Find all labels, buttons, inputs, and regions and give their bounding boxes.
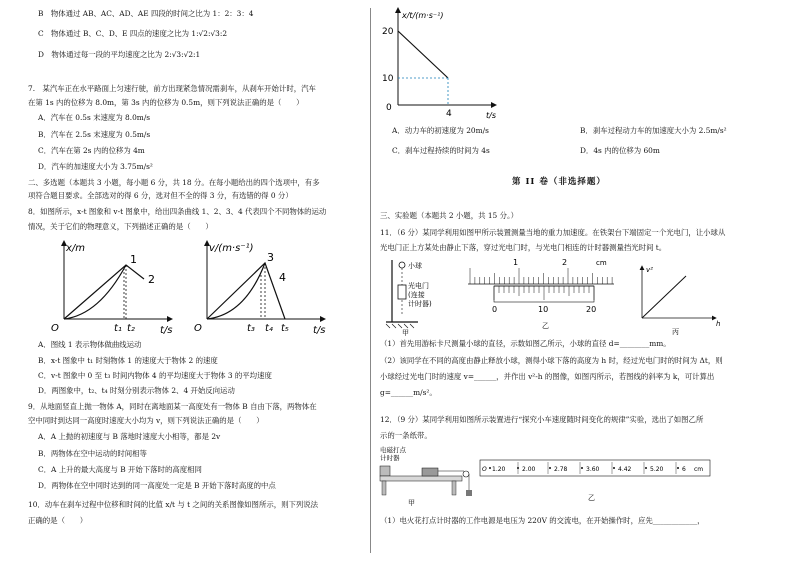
gate-label-3: 计时器) — [408, 300, 432, 308]
ball-label: 小球 — [408, 262, 422, 270]
vt-xlabel: t/s — [313, 325, 326, 335]
tape-dot-o: O — [482, 466, 487, 473]
vt-graph — [187, 235, 337, 335]
q8-stem-line2: 情况，关于它们的物理意义，下列描述正确的是（ ） — [28, 222, 213, 231]
q10-stem-line1: 10．动车在刹车过程中位移和时间的比值 x/t 与 t 之间的关系图像如图所示，则下列说法 — [28, 500, 319, 509]
q10-graph — [378, 4, 508, 122]
q10-xlabel: t/s — [486, 111, 496, 120]
q10-option-d: D．4s 内的位移为 60m — [580, 146, 660, 155]
q11-sub1: （1）首先用游标卡尺测量小球的直径，示数如图乙所示，小球的直径 d=________mm。 — [380, 339, 671, 348]
tape-dot — [613, 467, 615, 469]
tape-dot — [517, 467, 519, 469]
vt-t3: t₃ — [247, 323, 255, 334]
scale-2-label: 2 — [562, 258, 568, 267]
vt-curve-4 — [207, 263, 285, 319]
plot-v2-label: v² — [646, 266, 653, 274]
ball-icon — [399, 262, 405, 268]
q11-sub2-line3: g=______m/s²。 — [380, 388, 437, 397]
q10-ylabel: x/t/(m·s⁻¹) — [402, 11, 444, 20]
tape-dot — [549, 467, 551, 469]
q7-stem-line1: 7. 某汽车正在水平路面上匀速行驶，前方出现紧急情况需刹车，从刹车开始计时，汽车 — [28, 84, 316, 93]
q9-stem-line1: 9．从地面竖直上抛一物体 A，同时在离地面某一高度处有一物体 B 自由下落，两物体在 — [28, 402, 317, 411]
xt-curve-2-label: 2 — [148, 273, 155, 286]
q9-stem-line2: 空中同时到达同一高度时速度大小均为 v，则下列说法正确的是（ ） — [28, 416, 264, 425]
vt-curve-3-label: 3 — [267, 251, 274, 264]
scale-1-label: 1 — [513, 258, 519, 267]
plot-h-label: h — [716, 320, 721, 328]
vt-t4: t₄ — [265, 323, 273, 334]
vt-curve-4-label: 4 — [279, 271, 286, 284]
fig-jia-caption: 甲 — [402, 329, 409, 336]
q7-option-c: C．汽车在第 2s 内的位移为 4m — [38, 146, 145, 155]
q11-fig-bing — [632, 262, 732, 338]
q10-stem-line2: 正确的是（ ） — [28, 516, 88, 525]
vt-origin: O — [194, 323, 202, 334]
xt-curve-1-label: 1 — [130, 253, 137, 266]
q9-option-d: D．两物体在空中同时达到的同一高度处一定是 B 开始下落时高度的中点 — [38, 481, 276, 490]
part2-title: 第 II 卷（非选择题） — [512, 177, 606, 187]
q11-stem-line2: 光电门正上方某处由静止下落，穿过光电门时，与光电门相连的计时器测量挡光时间 t。 — [380, 243, 667, 252]
q12-fig-yi — [478, 458, 718, 506]
q10-option-b: B．刹车过程动力车的加速度大小为 2.5m/s² — [580, 126, 727, 135]
scale-cm-label: cm — [596, 259, 607, 267]
timer-label-1: 电磁打点 — [380, 446, 406, 454]
q9-option-b: B．两物体在空中运动的时间相等 — [38, 449, 147, 458]
section2-line2: 项符合题目要求。全部选对的得 6 分，选对但不全的得 3 分，有选错的得 0 分） — [28, 191, 293, 200]
q12-stem-line2: 示的一条纸带。 — [380, 431, 432, 440]
q12-fig-yi-caption: 乙 — [588, 494, 595, 502]
xt-t1: t₁ — [114, 323, 122, 334]
left-column — [22, 0, 382, 561]
q10-option-a: A．动力车的初速度为 20m/s — [392, 126, 489, 135]
q6-option-b: B 物体通过 AB、AC、AD、AE 四段的时间之比为 1：2：3：4 — [38, 9, 254, 18]
timer-icon — [380, 466, 390, 476]
vernier-0-label: 0 — [492, 305, 498, 314]
q8-option-b: B．x-t 图象中 t₁ 时刻物体 1 的速度大于物体 2 的速度 — [38, 356, 218, 365]
q8-option-d: D．两图象中，t₂、t₄ 时刻分别表示物体 2、4 开始反向运动 — [38, 386, 235, 395]
tape-label: 2.00 — [522, 466, 536, 473]
vernier-20-label: 20 — [586, 305, 597, 314]
xt-t2: t₂ — [127, 323, 135, 334]
q11-sub2-line2: 小球经过光电门时的速度 v=______，并作出 v²-h 的图像，如图丙所示，若图线的斜率为 k，可计算出 — [380, 372, 715, 381]
q6-option-c: C 物体通过 B、C、D、E 四点的速度之比为 1:√2:√3:2 — [38, 29, 228, 38]
cart-icon — [422, 468, 438, 476]
xt-xlabel: t/s — [160, 325, 173, 335]
q8-option-a: A．图线 1 表示物体做曲线运动 — [38, 340, 142, 349]
q10-line — [398, 31, 448, 78]
xt-origin: O — [51, 323, 59, 334]
q11-sub2-line1: （2）该同学在不同的高度由静止释放小球，测得小球下落的高度为 h 时，经过光电门时的时间为 Δt，则 — [380, 356, 723, 365]
tape-label: 3.60 — [586, 466, 600, 473]
gate-label-2: (连接 — [408, 291, 425, 299]
tape-dot — [581, 467, 583, 469]
q8-option-c: C．v-t 图象中 0 至 t₃ 时间内物体 4 的平均速度大于物体 3 的平均速度 — [38, 371, 272, 380]
track — [380, 476, 462, 481]
q12-stem-line1: 12．（9 分）某同学利用如图所示装置进行“探究小车速度随时间变化的规律”实验，选出了如图乙所 — [380, 415, 704, 424]
xt-curve-2 — [64, 265, 144, 319]
xt-graph — [44, 235, 184, 335]
tape-label: 6 — [682, 466, 686, 473]
tape-label: 2.78 — [554, 466, 568, 473]
q10-y20: 20 — [382, 27, 394, 37]
timer-label-2: 计时器 — [380, 454, 400, 462]
q7-option-a: A．汽车在 0.5s 末速度为 8.0m/s — [38, 113, 151, 122]
v2-h-line — [642, 276, 686, 318]
section3-title: 三、实验题（本题共 2 小题，共 15 分。） — [380, 211, 519, 220]
tape-dot — [489, 467, 491, 469]
tape-label: cm — [694, 466, 704, 473]
vt-ylabel: v/(m·s⁻¹) — [209, 243, 254, 254]
q10-x4: 4 — [446, 109, 452, 119]
q12-fig-jia-caption: 甲 — [408, 499, 415, 506]
q11-fig-jia — [378, 256, 464, 336]
tape-dot — [677, 467, 679, 469]
q10-y10: 10 — [382, 74, 394, 84]
xt-ylabel: x/m — [66, 243, 86, 254]
q12-fig-jia — [378, 444, 478, 506]
q10-y0: 0 — [386, 103, 392, 113]
section2-line1: 二、多选题（本题共 3 小题，每小题 6 分，共 18 分。在每小题给出的四个选项中，有多 — [28, 178, 320, 187]
q7-option-d: D．汽车的加速度大小为 3.75m/s² — [38, 162, 153, 171]
tape-dot — [645, 467, 647, 469]
vernier-10-label: 10 — [538, 305, 549, 314]
q11-stem-line1: 11．（6 分）某同学利用如图甲所示装置测量当地的重力加速度。在铁架台下端固定一个光电门，让小球从 — [380, 228, 726, 237]
q7-option-b: B．汽车在 2.5s 末速度为 0.5m/s — [38, 130, 151, 139]
q12-sub1: （1）电火花打点计时器的工作电源是电压为 220V 的交流电，在开始操作时，应先____________， — [380, 516, 705, 525]
q11-fig-yi — [464, 256, 624, 336]
q8-stem-line1: 8．如图所示，x-t 图象和 v-t 图象中，给出四条曲线 1、2、3、4 代表四个不同物体的运动 — [28, 207, 327, 216]
tape-label: 1.20 — [492, 466, 506, 473]
tape-label: 5.20 — [650, 466, 664, 473]
q9-option-c: C．A 上升的最大高度与 B 开始下落时的高度相同 — [38, 465, 202, 474]
fig-bing-caption: 丙 — [672, 328, 679, 336]
q9-option-a: A．A 上抛的初速度与 B 落地时速度大小相等，都是 2v — [38, 432, 221, 441]
tape-label: 4.42 — [618, 466, 632, 473]
fig-yi-caption: 乙 — [542, 322, 549, 330]
gate-label-1: 光电门 — [408, 282, 429, 290]
vt-t5: t₅ — [281, 323, 289, 334]
q6-option-d: D 物体通过每一段的平均速度之比为 2:√3:√2:1 — [38, 50, 201, 59]
pulley-icon — [463, 471, 469, 477]
q7-stem-line2: 在第 1s 内的位移为 8.0m，第 3s 内的位移为 0.5m，则下列说法正确的是（ ） — [28, 98, 304, 107]
weight-icon — [466, 490, 472, 496]
right-column — [378, 0, 778, 561]
photogate-icon — [398, 285, 406, 299]
q10-option-c: C．刹车过程持续的时间为 4s — [392, 146, 490, 155]
